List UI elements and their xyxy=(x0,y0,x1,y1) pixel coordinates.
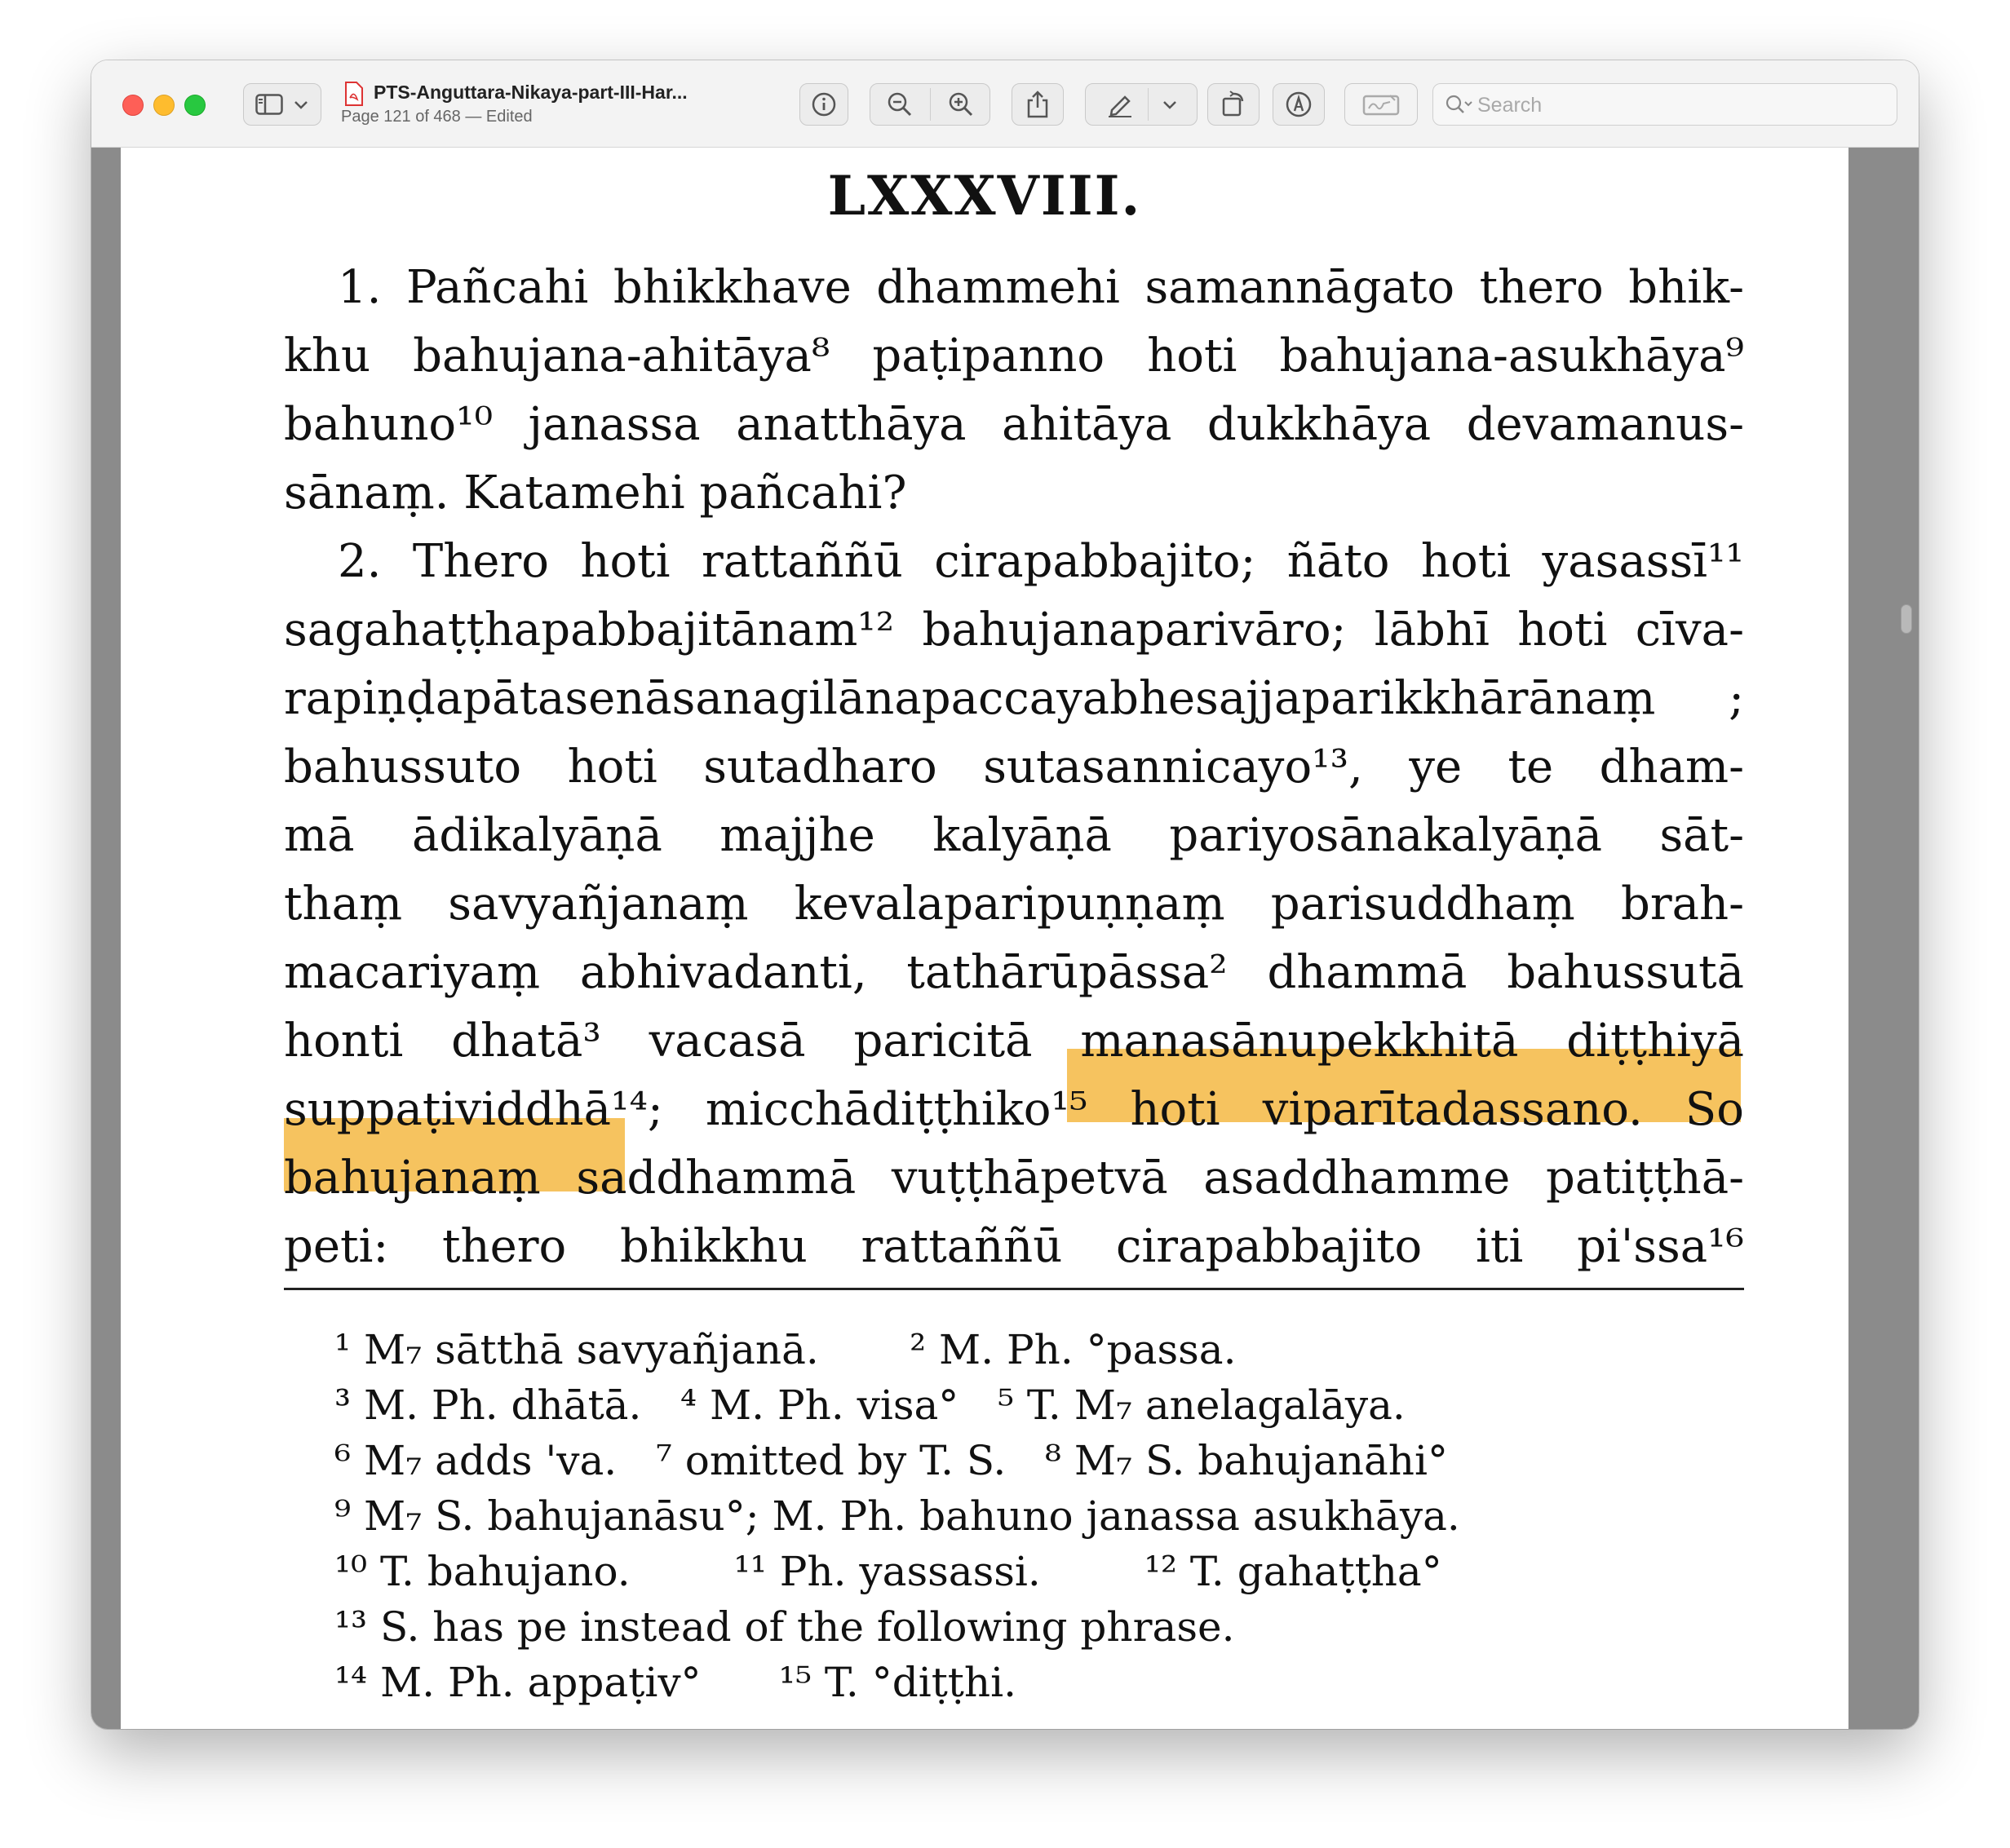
text-line[interactable]: peti: thero bhikkhu rattaññū cirapabbajito iti pi'ssa¹⁶ xyxy=(284,1220,1744,1273)
footnote-line[interactable]: ⁶ M₇ adds 'va. ⁷ omitted by T. S. ⁸ M₇ S. bahujanāhi° xyxy=(334,1437,1448,1484)
sidebar-icon xyxy=(255,94,283,115)
document-viewport[interactable] xyxy=(91,148,1919,1729)
footnote-line[interactable]: ¹⁴ M. Ph. appaṭiv° ¹⁵ T. °diṭṭhi. xyxy=(334,1659,1016,1706)
zoom-group xyxy=(870,83,990,126)
chevron-down-icon[interactable] xyxy=(1162,99,1178,110)
text-line[interactable]: rapiṇḍapātasenāsanagilānapaccayabhesajjaparikkhārānaṃ ; xyxy=(284,672,1744,725)
vertical-scrollbar[interactable] xyxy=(1901,604,1912,634)
toolbar xyxy=(91,60,1919,148)
annotate-icon xyxy=(1285,91,1313,118)
search-input[interactable] xyxy=(1476,91,1887,120)
pdf-page[interactable] xyxy=(121,148,1848,1729)
text-line[interactable]: sānaṃ. Katamehi pañcahi? xyxy=(284,466,907,519)
info-button[interactable] xyxy=(799,83,848,126)
text-line[interactable]: 2. Thero hoti rattaññū cirapabbajito; ñāto hoti yasassī¹¹ xyxy=(338,535,1744,588)
signature-button[interactable] xyxy=(1344,83,1418,126)
chevron-down-icon xyxy=(293,99,309,110)
text-line[interactable]: suppaṭividdhā¹⁴; micchādiṭṭhiko¹⁵ hoti viparītadassano. So xyxy=(284,1083,1744,1136)
search-field[interactable] xyxy=(1432,83,1897,126)
annotate-button[interactable] xyxy=(1273,83,1325,126)
text-line[interactable]: mā ādikalyāṇā majjhe kalyāṇā pariyosānakalyāṇā sāt- xyxy=(284,809,1744,862)
pdf-file-icon xyxy=(344,82,364,106)
close-window-button[interactable] xyxy=(122,95,144,116)
signature-icon xyxy=(1362,92,1400,117)
zoom-window-button[interactable] xyxy=(184,95,206,116)
footnote-line[interactable]: ¹³ S. has pe instead of the following phrase. xyxy=(334,1603,1235,1651)
text-line[interactable]: bahujanaṃ saddhammā vuṭṭhāpetvā asaddhamme patiṭṭhā- xyxy=(284,1152,1744,1205)
rotate-icon xyxy=(1220,91,1246,118)
preview-window xyxy=(91,60,1919,1729)
share-button[interactable] xyxy=(1012,83,1064,126)
text-line[interactable]: khu bahujana-ahitāya⁸ paṭipanno hoti bahujana-asukhāya⁹ xyxy=(284,329,1744,382)
zoom-out-icon[interactable] xyxy=(886,91,914,118)
footnote-line[interactable]: ¹ M₇ sātthā savyañjanā. ² M. Ph. °passa. xyxy=(334,1326,1237,1373)
text-line[interactable]: bahuno¹⁰ janassa anatthāya ahitāya dukkhāya devamanus- xyxy=(284,398,1744,451)
share-icon xyxy=(1025,91,1050,118)
text-line[interactable]: sagahaṭṭhapabbajitānam¹² bahujanaparivāro; lābhī hoti cīva- xyxy=(284,603,1744,657)
markup-pen-icon xyxy=(1105,91,1135,118)
text-line[interactable]: thaṃ savyañjanaṃ kevalaparipuṇṇaṃ parisuddhaṃ brah- xyxy=(284,878,1744,931)
zoom-in-icon[interactable] xyxy=(947,91,975,118)
footnote-line[interactable]: ¹⁰ T. bahujano. ¹¹ Ph. yassassi. ¹² T. gahaṭṭha° xyxy=(334,1548,1442,1595)
minimize-window-button[interactable] xyxy=(153,95,175,116)
text-line[interactable]: honti dhatā³ vacasā paricitā manasānupekkhitā diṭṭhiyā xyxy=(284,1015,1744,1068)
document-subtitle: Page 121 of 468 — Edited xyxy=(341,108,533,126)
text-line[interactable]: macariyaṃ abhivadanti, tathārūpāssa² dhammā bahussutā xyxy=(284,946,1744,999)
document-title[interactable]: PTS-Anguttara-Nikaya-part-III-Har... xyxy=(374,82,688,103)
footnote-line[interactable]: ⁹ M₇ S. bahujanāsu°; M. Ph. bahuno janassa asukhāya. xyxy=(334,1492,1460,1540)
page-heading: LXXXVIII. xyxy=(827,164,1142,228)
sidebar-toggle-button[interactable] xyxy=(243,83,321,126)
search-icon xyxy=(1445,94,1474,117)
text-line[interactable]: 1. Pañcahi bhikkhave dhammehi samannāgato thero bhik- xyxy=(338,261,1744,314)
info-icon xyxy=(811,91,837,117)
footnote-line[interactable]: ³ M. Ph. dhātā. ⁴ M. Ph. visa° ⁵ T. M₇ anelagalāya. xyxy=(334,1382,1406,1429)
rotate-button[interactable] xyxy=(1207,83,1260,126)
text-line[interactable]: bahussuto hoti sutadharo sutasannicayo¹³, ye te dham- xyxy=(284,741,1744,794)
footnote-divider xyxy=(284,1288,1744,1290)
markup-button[interactable] xyxy=(1085,83,1198,126)
